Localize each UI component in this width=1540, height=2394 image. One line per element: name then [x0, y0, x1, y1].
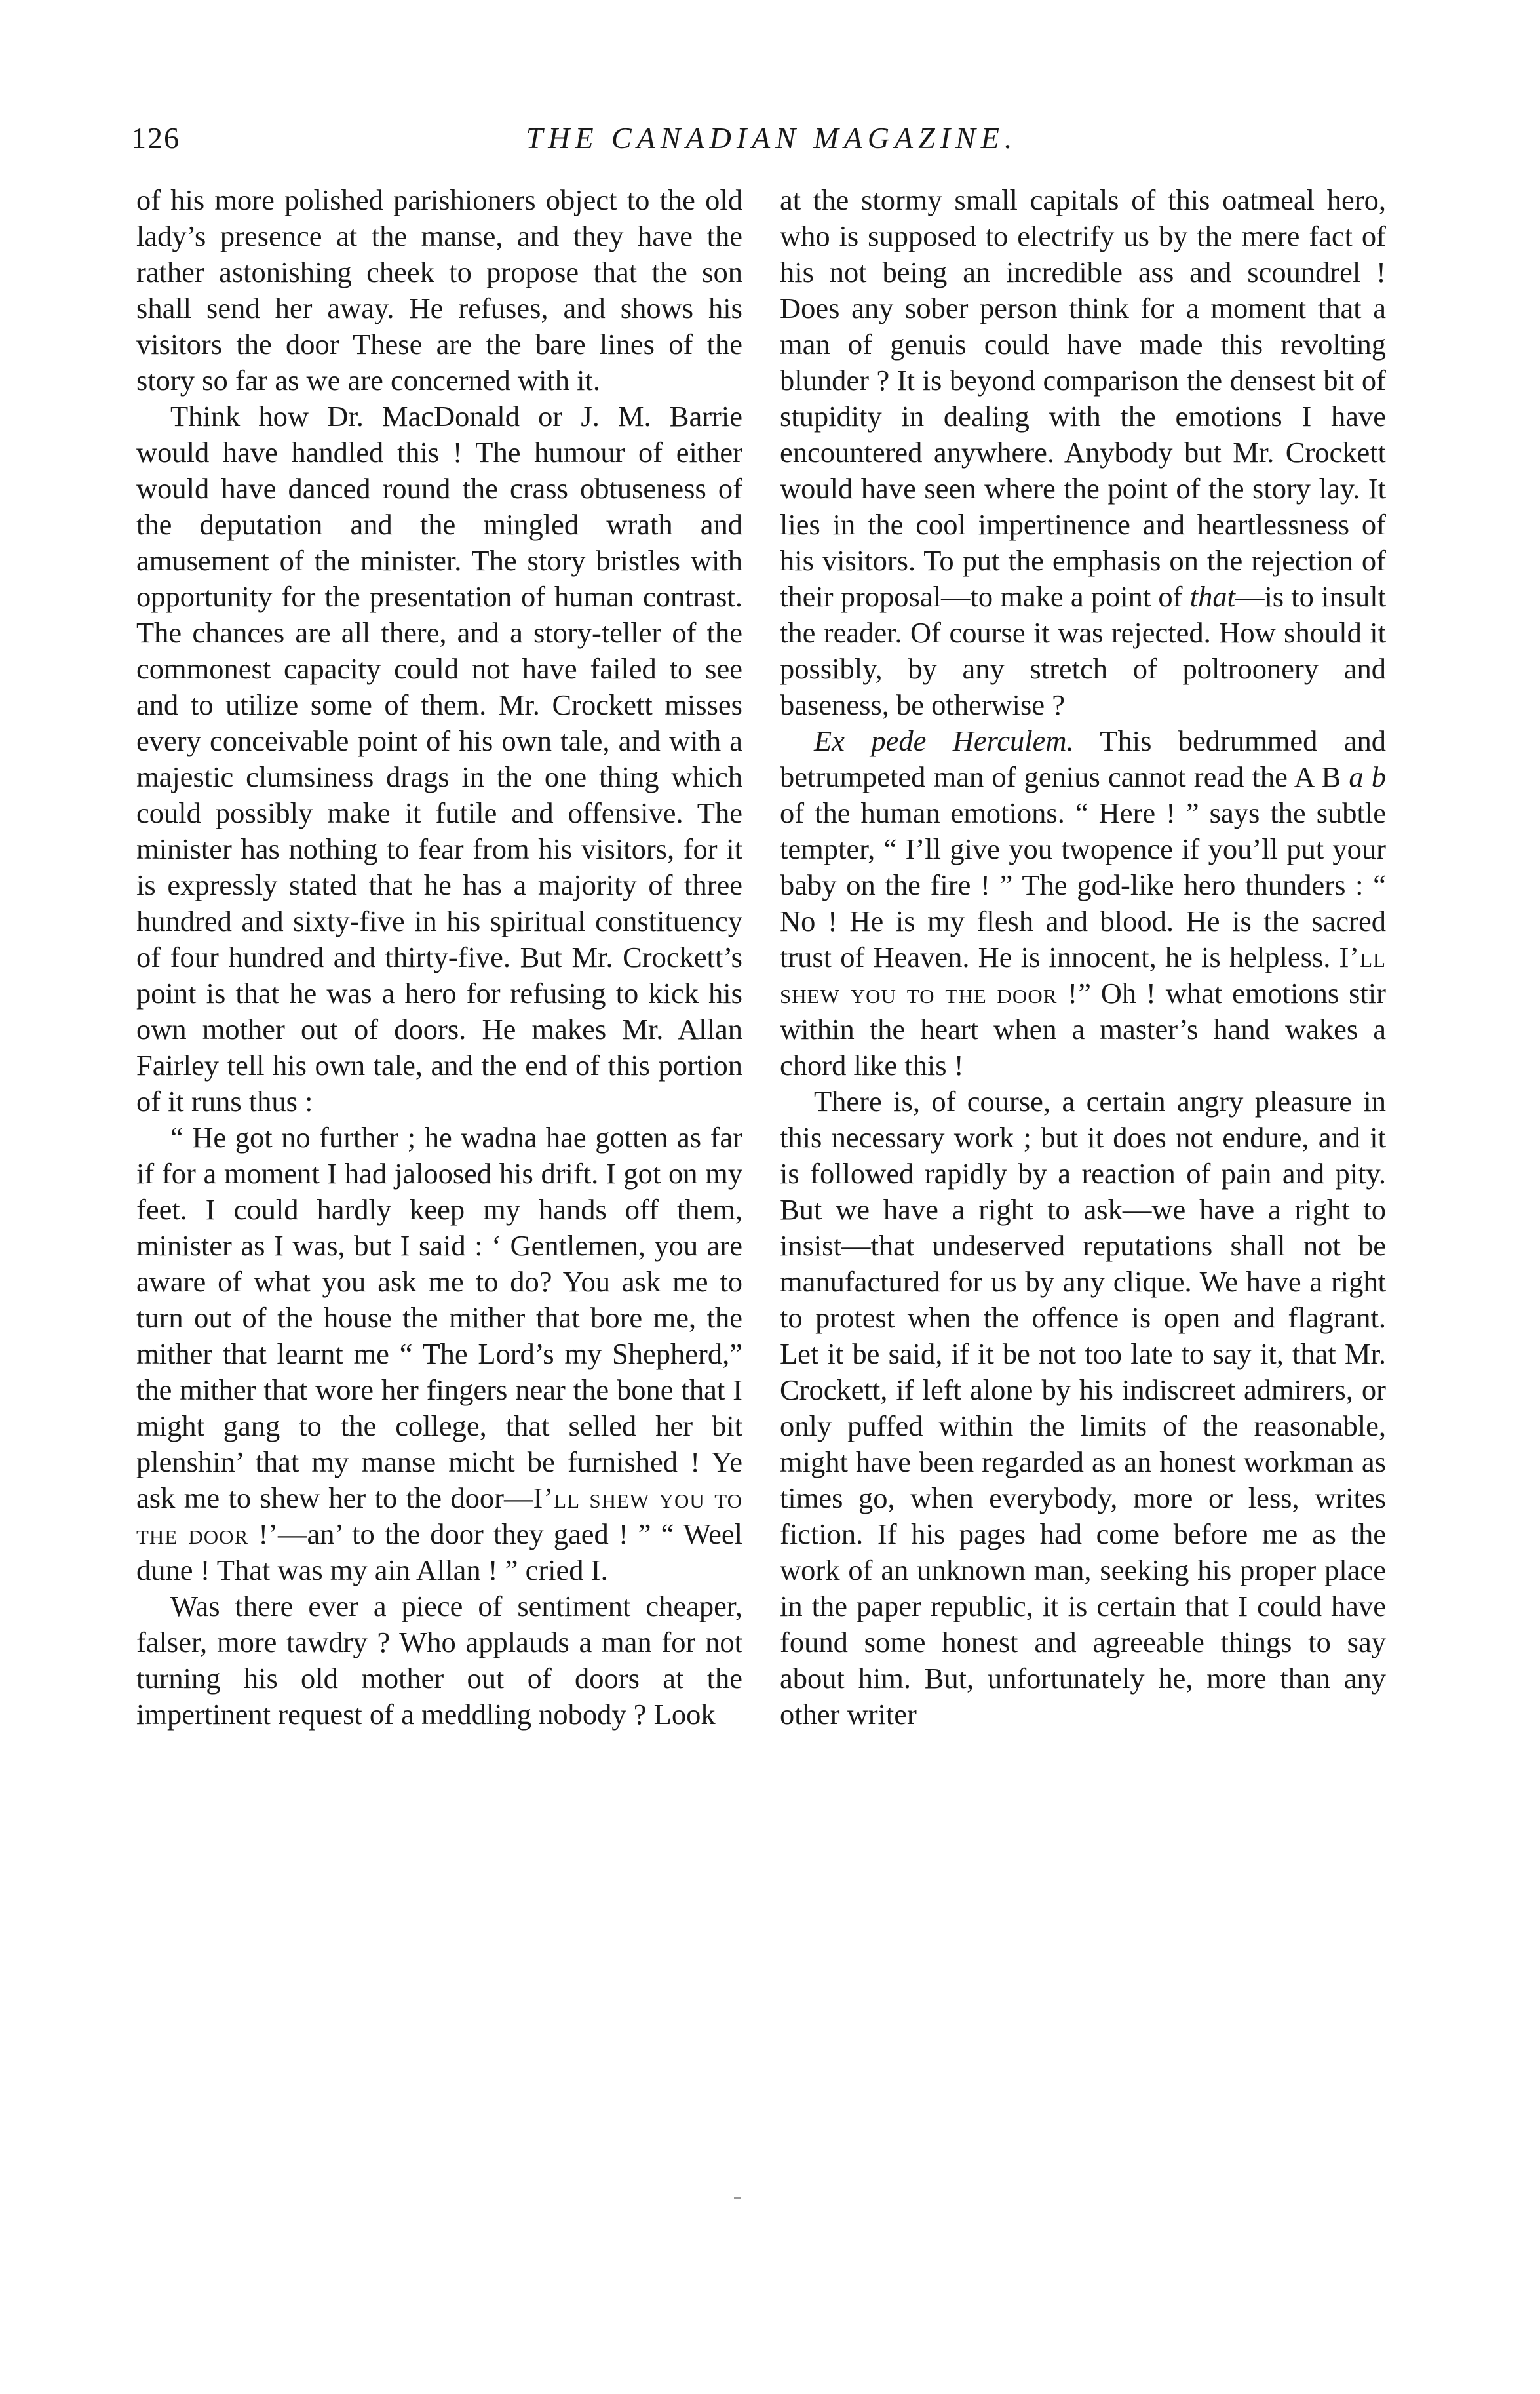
quotation [136, 1120, 742, 1588]
paragraph-text: This bedrummed and betrumpeted man of genius cannot read the A B [780, 724, 1387, 793]
footer-mark [734, 2197, 741, 2199]
paragraph-text: Think how Dr. MacDonald or J. M. Barrie would have handled this ! The humour of either would have danced round the crass obtuseness of the deputation and the mingled wrath and amusement of the minister. The story bristles with opportunity for the presentation of human contrast. The chances are all there, and a story-teller of the commonest capacity could not have failed to see and to utilize some of them. Mr. Crockett misses every conceivable point of his own tale, and with a majestic clumsiness drags in the one thing which could possibly make it futile and offensive. The minister has nothing to fear from his visitors, for it is expressly stated that he has a majority of three hundred and sixty-five in his spiritual constituency of four hundred and thirty-five. But Mr. Crockett’s point is that he was a hero for refusing to kick his own mother out of doors. He makes Mr. Allan Fairley tell his own tale, and the end of this portion of it runs thus : [136, 400, 742, 1118]
paragraph-text: ” Oh ! what emotions stir within the heart when a master’s hand wakes a chord like this ! [780, 977, 1386, 1082]
page-header [131, 115, 1412, 161]
quotation-text: !’—an’ to the door they gaed ! ” “ Weel dune ! That was my ain Allan ! ” cried I. [136, 1518, 742, 1586]
paragraph: Was there ever a piece of sentiment cheaper, falser, more tawdry ? Who applauds a man for not turning his old mother out of doors at the impertinent request of a meddling nobody ? Look [136, 1590, 742, 1731]
quotation-text: “ He got no further ; he wadna hae gotten as far if for a moment I had jaloosed his drift. I got on my feet. I could hardly keep my hands off them, minister as I was, but I said : ‘ Gentlemen, you are aware of what you ask me to do? You ask me to turn out of the house the mither that bore me, the mither that learnt me “ The Lord’s my Shepherd,” the mither that wore her fingers near the bone that I might gang to the college, that selled her bit plenshin’ that my manse micht be furnished ! Ye ask me to shew her to the door— [136, 1121, 742, 1514]
paragraph: There is, of course, a certain angry pleasure in this necessary work ; but it does not endure, and it is followed rapidly by a reaction of pain and pity. But we have a right to ask—we have a right to insist—that undeserved reputations shall not be manufactured for us by any clique. We have a right to protest when the offence is open and flagrant. Let it be said, if it be not too late to say it, that Mr. Crockett, if left alone by his indiscreet admirers, or only puffed within the limits of the reasonable, might have been regarded as an honest workman as times go, when everybody, more or less, writes fiction. If his pages had come before me as the work of an unknown man, seeking his proper place in the paper republic, it is certain that I could have found some honest and agreeable things to say about him. But, unfortunately he, more than any other writer [780, 1085, 1386, 1731]
paragraph-text: at the stormy small capitals of this oatmeal hero, who is supposed to electrify us by the mere fact of his not being an incredible ass and scoundrel ! Does any sober person think for a moment that a man of genuis could have made this revolting blunder ? It is beyond comparison the densest bit of stupidity in dealing with the emotions I have encountered anywhere. Anybody but Mr. Crockett would have seen where the point of the story lay. It lies in the cool impertinence and heartlessness of his visitors. To put the emphasis on the rejection of their proposal—to make a point of [780, 184, 1386, 613]
paragraph: of his more polished parishioners object to the old lady’s presence at the manse, and they have the rather astonishing cheek to propose that the son shall send her away. He refuses, and shows his visitors the door These are the bare lines of the story so far as we are concerned with it. [136, 184, 742, 397]
latin-phrase: Ex pede Herculem. [814, 724, 1074, 757]
paragraph-text: —is to insult the reader. Of course it was rejected. How should it possibly, by any stretch of poltroonery and baseness, be otherwise ? [780, 580, 1387, 721]
paragraph [780, 723, 1386, 1084]
paragraph-text: of the human emotions. “ Here ! ” says the subtle tempter, “ I’ll give you twopence if you’ll put your baby on the fire ! ” The god-like hero thunders : “ No ! He is my flesh and blood. He is the sacred trust of Heaven. He is innocent, he is helpless. [780, 796, 1386, 973]
small-caps-phrase: I’ll shew you to the door ! [780, 941, 1386, 1010]
italic-letters: a b [1349, 760, 1387, 793]
paragraph [136, 399, 742, 1120]
running-title: THE CANADIAN MAGAZINE. [526, 121, 1018, 155]
paragraph [780, 182, 1386, 723]
small-caps-phrase: I’ll shew you to the door [136, 1482, 742, 1550]
left-column [136, 182, 742, 1733]
italic-word: that [1189, 580, 1235, 613]
right-column [780, 182, 1386, 1733]
page-number: 126 [131, 121, 180, 155]
